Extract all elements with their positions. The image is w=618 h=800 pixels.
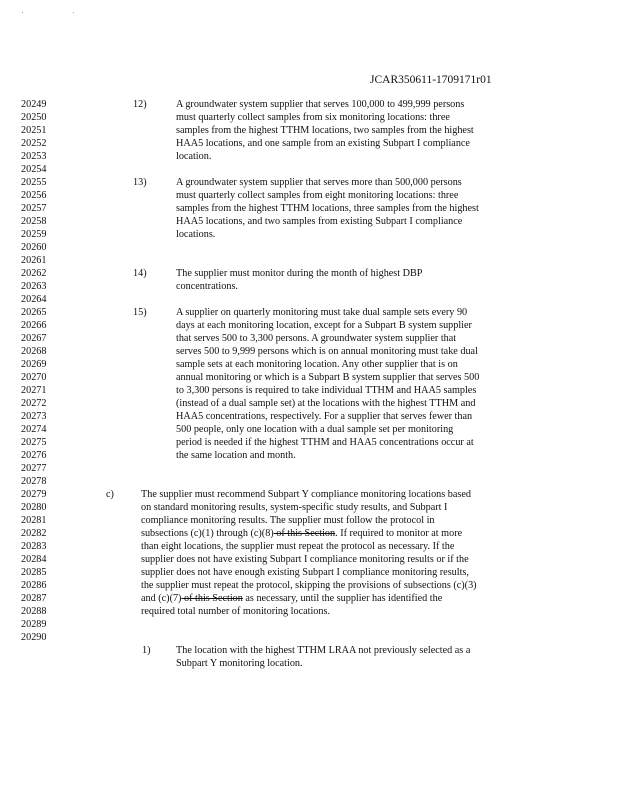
paragraph-line: A supplier on quarterly monitoring must take dual sample sets every 90 <box>176 307 468 318</box>
paragraph-line: concentrations. <box>176 281 238 292</box>
paragraph-line: locations. <box>176 229 216 240</box>
paragraph-line: annual monitoring or which is a Subpart B system supplier that serves 500 <box>176 372 480 383</box>
line-number: 20286 <box>21 580 47 591</box>
line-number: 20258 <box>21 216 47 227</box>
paragraph-line: samples from the highest TTHM locations, two samples from the highest <box>176 125 474 136</box>
line-number: 20250 <box>21 112 47 123</box>
item-label: 12) <box>133 99 147 110</box>
paragraph-line: to 3,300 persons is required to take individual TTHM and HAA5 samples <box>176 385 477 396</box>
paragraph-line: supplier does not have enough existing Subpart I compliance monitoring results, <box>141 567 469 578</box>
subsection-label: c) <box>106 489 114 500</box>
paragraph-line: compliance monitoring results. The supplier must follow the protocol in <box>141 515 435 526</box>
paragraph-line: must quarterly collect samples from eight monitoring locations: three <box>176 190 459 201</box>
paragraph-line: A groundwater system supplier that serves 100,000 to 499,999 persons <box>176 99 465 110</box>
line-number: 20269 <box>21 359 47 370</box>
line-number: 20262 <box>21 268 47 279</box>
item-label: 15) <box>133 307 147 318</box>
line-number: 20268 <box>21 346 47 357</box>
line-number: 20274 <box>21 424 47 435</box>
item-label: 13) <box>133 177 147 188</box>
line-number: 20284 <box>21 554 47 565</box>
line-number: 20256 <box>21 190 47 201</box>
line-number: 20260 <box>21 242 47 253</box>
line-number: 20288 <box>21 606 47 617</box>
line-number: 20259 <box>21 229 47 240</box>
line-number: 20273 <box>21 411 47 422</box>
struck-text: of this Section <box>181 593 243 604</box>
document-id: JCAR350611-1709171r01 <box>370 74 492 86</box>
paragraph-line: required total number of monitoring locations. <box>141 606 330 617</box>
line-number: 20277 <box>21 463 47 474</box>
line-number: 20278 <box>21 476 47 487</box>
line-number: 20287 <box>21 593 47 604</box>
text-segment: as necessary, until the supplier has identified the <box>242 593 443 604</box>
line-number: 20279 <box>21 489 47 500</box>
paragraph-line: HAA5 concentrations, respectively. For a supplier that serves fewer than <box>176 411 473 422</box>
text-segment: and (c)(7) <box>141 593 182 604</box>
paragraph-line: (instead of a dual sample set) at the locations with the highest TTHM and <box>176 398 476 409</box>
line-number: 20253 <box>21 151 47 162</box>
line-number: 20266 <box>21 320 47 331</box>
line-number: 20249 <box>21 99 47 110</box>
paragraph-line: the same location and month. <box>176 450 296 461</box>
text-segment: . If required to monitor at more <box>335 528 463 539</box>
paragraph-line: must quarterly collect samples from six monitoring locations: three <box>176 112 450 123</box>
scan-corner-marks: ' ' <box>22 12 98 18</box>
paragraph-line: samples from the highest TTHM locations, three samples from the highest <box>176 203 479 214</box>
paragraph-line: than eight locations, the supplier must repeat the protocol as necessary. If the <box>141 541 455 552</box>
paragraph-line: serves 500 to 9,999 persons which is on annual monitoring must take dual <box>176 346 478 357</box>
text-segment: subsections (c)(1) through (c)(8) <box>141 528 274 539</box>
paragraph-line: location. <box>176 151 212 162</box>
paragraph-line: 500 people, only one location with a dual sample set per monitoring <box>176 424 454 435</box>
line-number: 20283 <box>21 541 47 552</box>
paragraph-line: on standard monitoring results, system-specific study results, and Subpart I <box>141 502 448 513</box>
paragraph-line: period is needed if the highest TTHM and HAA5 concentrations occur at <box>176 437 474 448</box>
paragraph-line: HAA5 locations, and two samples from existing Subpart I compliance <box>176 216 463 227</box>
line-number: 20255 <box>21 177 47 188</box>
line-number: 20275 <box>21 437 47 448</box>
line-number: 20267 <box>21 333 47 344</box>
paragraph-line: sample sets at each monitoring location. Any other supplier that is on <box>176 359 458 370</box>
line-number: 20263 <box>21 281 47 292</box>
line-number: 20285 <box>21 567 47 578</box>
line-number: 20252 <box>21 138 47 149</box>
struck-text: of this Section <box>273 528 336 539</box>
paragraph-line: the supplier must repeat the protocol, skipping the provisions of subsections (c)(3) <box>141 580 477 591</box>
paragraph-line: A groundwater system supplier that serves more than 500,000 persons <box>176 177 462 188</box>
paragraph-line: supplier does not have existing Subpart I compliance monitoring results or if the <box>141 554 469 565</box>
paragraph-line: Subpart Y monitoring location. <box>176 658 303 669</box>
paragraph-line: The location with the highest TTHM LRAA not previously selected as a <box>176 645 471 656</box>
line-number: 20271 <box>21 385 47 396</box>
paragraph-line: The supplier must recommend Subpart Y compliance monitoring locations based <box>141 489 471 500</box>
line-number: 20254 <box>21 164 47 175</box>
paragraph-line: The supplier must monitor during the month of highest DBP <box>176 268 423 279</box>
line-number: 20251 <box>21 125 47 136</box>
paragraph-line: that serves 500 to 3,300 persons. A groundwater system supplier that <box>176 333 457 344</box>
line-number: 20270 <box>21 372 47 383</box>
line-number: 20282 <box>21 528 47 539</box>
paragraph-line: HAA5 locations, and one sample from an existing Subpart I compliance <box>176 138 470 149</box>
line-number: 20257 <box>21 203 47 214</box>
paragraph-line: days at each monitoring location, except for a Subpart B system supplier <box>176 320 472 331</box>
line-number: 20280 <box>21 502 47 513</box>
line-number: 20281 <box>21 515 47 526</box>
line-number: 20289 <box>21 619 47 630</box>
line-number: 20290 <box>21 632 47 643</box>
line-number: 20276 <box>21 450 47 461</box>
line-number: 20272 <box>21 398 47 409</box>
line-number: 20265 <box>21 307 47 318</box>
item-label: 1) <box>142 645 151 656</box>
paragraph-line <box>141 527 462 540</box>
line-number: 20261 <box>21 255 47 266</box>
item-label: 14) <box>133 268 147 279</box>
line-number: 20264 <box>21 294 47 305</box>
paragraph-line <box>141 592 442 605</box>
